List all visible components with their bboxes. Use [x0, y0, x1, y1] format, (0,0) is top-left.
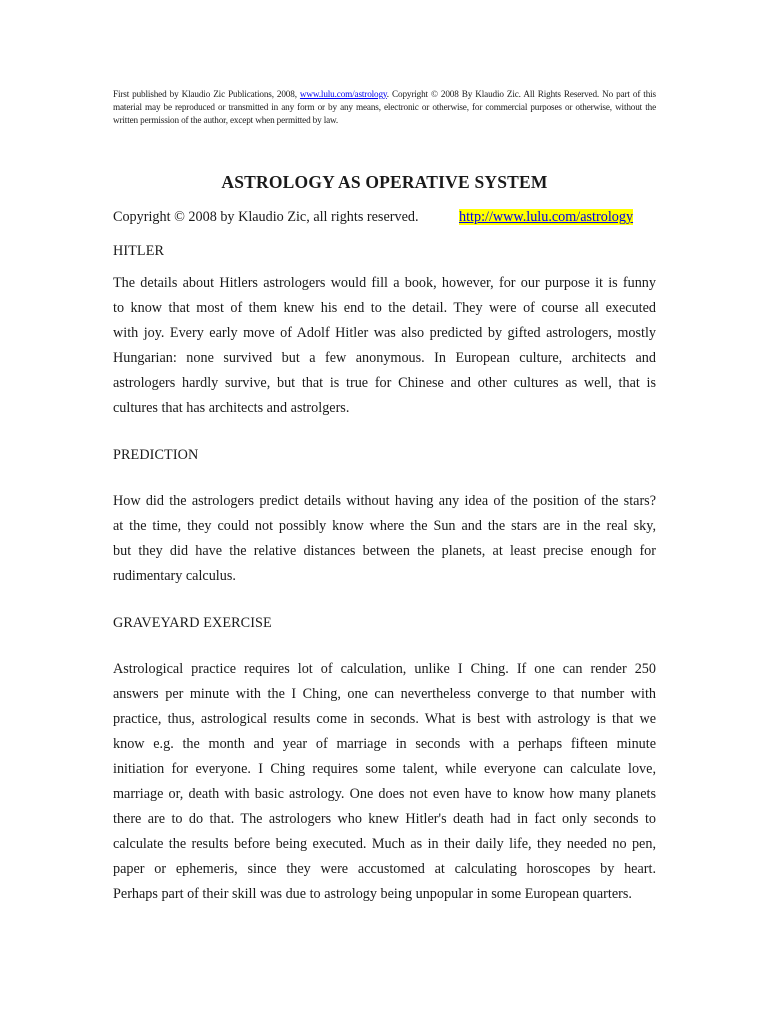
copyright-text: Copyright © 2008 by Klaudio Zic, all rights reserved. [113, 209, 419, 225]
text-line: practice, thus, astrological results come in seconds. What is best with astrology is that we [113, 711, 656, 727]
paragraph-hitler [113, 271, 656, 421]
paragraph-prediction [113, 489, 656, 589]
text-line: marriage or, death with basic astrology. One does not even have to know how many planets [113, 786, 656, 802]
notice-text-before-link: First published by Klaudio Zic Publications, 2008, [113, 89, 300, 99]
text-line: but they did have the relative distances between the planets, at least precise enough for [113, 543, 656, 559]
copyright-line [113, 207, 656, 227]
text-line: paper or ephemeris, since they were accustomed at calculating horoscopes by heart. [113, 861, 656, 877]
section-heading-prediction: PREDICTION [113, 447, 199, 463]
notice-text-after-link: . Copyright © 2008 By Klaudio Zic. All Rights Reserved. No part of this material may be reproduced or transmitted in any form or by any means, electronic or otherwise, for commercial purposes or otherwise, without the written permission of the author, except when permitted by law. [113, 89, 656, 125]
text-line: at the time, they could not possibly know where the Sun and the stars are in the real sky, [113, 518, 656, 534]
paragraph-graveyard-exercise [113, 657, 656, 907]
document-title: ASTROLOGY AS OPERATIVE SYSTEM [221, 172, 548, 192]
text-line: Astrological practice requires lot of calculation, unlike I Ching. If one can render 250 [113, 661, 656, 677]
text-line: there are to do that. The astrologers who knew Hitler's death had in fact only seconds to [113, 811, 656, 827]
text-line: calculate the results before being executed. Much as in their daily life, they needed no pen, [113, 836, 656, 852]
text-line: Hungarian: none survived but a few anonymous. In European culture, architects and [113, 350, 656, 366]
section-heading-graveyard-exercise: GRAVEYARD EXERCISE [113, 615, 272, 631]
text-line: answers per minute with the I Ching, one can nevertheless converge to that number with [113, 686, 656, 702]
text-line: How did the astrologers predict details without having any idea of the position of the stars? [113, 493, 656, 509]
text-line: rudimentary calculus. [113, 568, 236, 584]
text-line: initiation for everyone. I Ching requires some talent, while everyone can calculate love, [113, 761, 656, 777]
section-heading-hitler: HITLER [113, 243, 165, 259]
highlighted-url-link[interactable]: http://www.lulu.com/astrology [459, 209, 634, 225]
copyright-notice [113, 88, 656, 127]
notice-link[interactable]: www.lulu.com/astrology [299, 89, 387, 99]
text-line: astrologers hardly survive, but that is true for Chinese and other cultures as well, that is [113, 375, 656, 391]
text-line: The details about Hitlers astrologers would fill a book, however, for our purpose it is funny [113, 275, 656, 291]
text-line: Perhaps part of their skill was due to astrology being unpopular in some European quarters. [113, 886, 632, 902]
document-page [113, 88, 656, 907]
text-line: cultures that has architects and astrolgers. [113, 400, 350, 416]
text-line: know e.g. the month and year of marriage in seconds with a perhaps fifteen minute [113, 736, 656, 752]
text-line: with joy. Every early move of Adolf Hitler was also predicted by gifted astrologers, mostly [113, 325, 656, 341]
text-line: to know that most of them knew his end to the detail. They were of course all executed [113, 300, 656, 316]
